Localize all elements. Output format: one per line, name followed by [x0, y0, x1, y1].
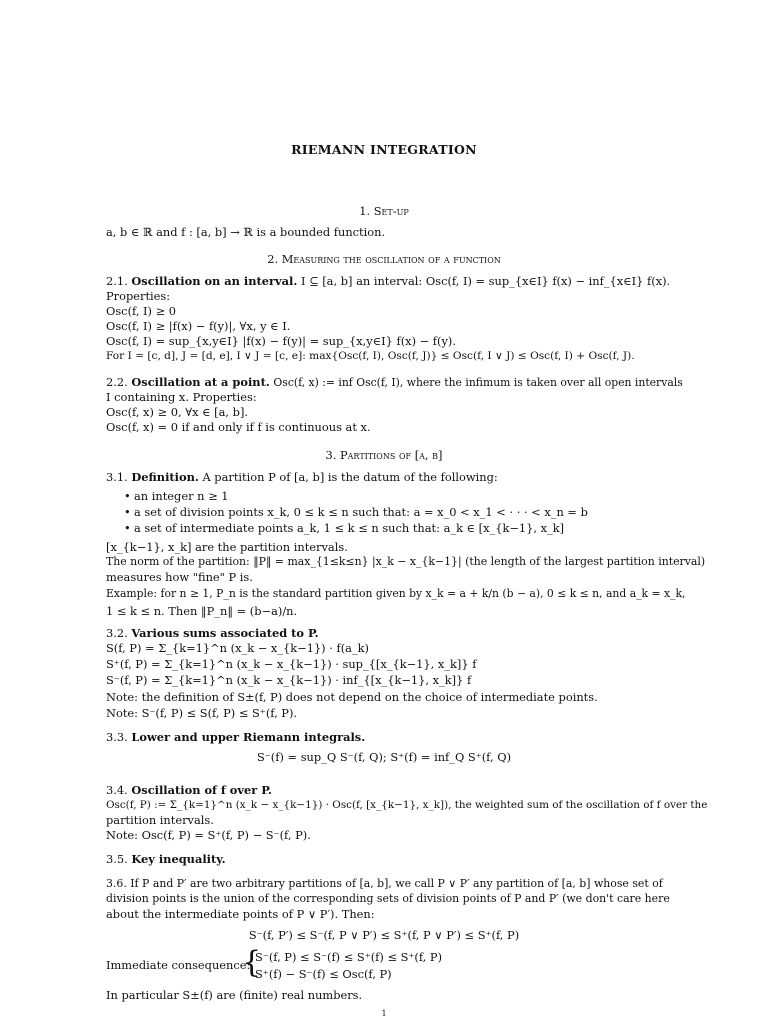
paragraph-number: 2.2.	[106, 375, 128, 389]
paragraph-text: I ⊆ [a, b] an interval: Osc(f, I) = sup_{x∈I} f(x) − inf_{x∈I} f(x).	[300, 274, 671, 288]
paragraph-number: 3.1.	[106, 470, 128, 484]
text-line: Example: for n ≥ 1, P_n is the standard partition given by x_k = a + k/n (b − a), 0 ≤ k ≤ n, and a_k = x_k,	[106, 587, 686, 600]
text-line: The norm of the partition: ‖P‖ = max_{1≤k≤n} |x_k − x_{k−1}| (the length of the largest partition interval)	[106, 555, 706, 568]
section-1-heading: 1. Set-up	[359, 204, 409, 218]
paragraph-3-3	[106, 730, 678, 744]
text-line: Note: S⁻(f, P) ≤ S(f, P) ≤ S⁺(f, P).	[106, 706, 298, 720]
paragraph-3-2	[106, 626, 678, 640]
paragraph-text: Osc(f, x) := inf Osc(f, I), where the infimum is taken over all open intervals	[273, 376, 683, 389]
paragraph-number: 3.2.	[106, 626, 128, 640]
text-line: For I = [c, d], J = [d, e], I ∨ J = [c, e]: max{Osc(f, I), Osc(f, J)} ≤ Osc(f, I ∨ J) ≤ Osc(f, I) + Osc(f, J).	[106, 350, 635, 362]
properties-label: Properties:	[106, 289, 171, 303]
paragraph-3-4	[106, 783, 678, 797]
text-line: about the intermediate points of P ∨ P′). Then:	[106, 907, 375, 921]
paragraph-3-1	[106, 470, 678, 484]
paragraph-2-1	[106, 274, 678, 288]
text-line: [x_{k−1}, x_k] are the partition intervals.	[106, 540, 348, 554]
setup-text: a, b ∈ ℝ and f : [a, b] → ℝ is a bounded function.	[106, 225, 386, 239]
text-line: measures how "fine" P is.	[106, 570, 253, 584]
paragraph-heading: Oscillation of f over P.	[131, 783, 272, 797]
paragraph-heading: Oscillation on an interval.	[131, 274, 298, 288]
list-item: • a set of division points x_k, 0 ≤ k ≤ n such that: a = x_0 < x_1 < · · · < x_n = b	[134, 505, 706, 519]
display-formula: S⁻(f, P′) ≤ S⁻(f, P ∨ P′) ≤ S⁺(f, P ∨ P′) ≤ S⁺(f, P)	[248, 928, 520, 942]
text-line: 3.6. If P and P′ are two arbitrary partitions of [a, b], we call P ∨ P′ any partition of [a, b] whose set of	[106, 877, 663, 890]
list-item: • a set of intermediate points a_k, 1 ≤ k ≤ n such that: a_k ∈ [x_{k−1}, x_k]	[134, 521, 706, 535]
formula-line: S⁻(f, P) ≤ S⁻(f) ≤ S⁺(f) ≤ S⁺(f, P)	[255, 950, 443, 964]
text-line: 1 ≤ k ≤ n. Then ‖P_n‖ = (b−a)/n.	[106, 604, 298, 618]
formula-line: S⁺(f) − S⁻(f) ≤ Osc(f, P)	[255, 967, 392, 981]
paragraph-heading: Oscillation at a point.	[131, 375, 270, 389]
consequence-label: Immediate consequence:	[106, 958, 251, 972]
display-formula: S⁻(f) = sup_Q S⁻(f, Q); S⁺(f) = inf_Q S⁺(f, Q)	[256, 750, 512, 764]
formula-line: S⁺(f, P) = Σ_{k=1}^n (x_k − x_{k−1}) · sup_{[x_{k−1}, x_k]} f	[106, 657, 477, 671]
text-line: division points is the union of the corresponding sets of division points of P and P′ (we don't care here	[106, 892, 670, 905]
paragraph-heading: Key inequality.	[131, 852, 226, 866]
text-line: Note: Osc(f, P) = S⁺(f, P) − S⁻(f, P).	[106, 828, 311, 842]
paragraph-number: 3.4.	[106, 783, 128, 797]
list-item: • an integer n ≥ 1	[134, 489, 706, 503]
text-line: Osc(f, x) = 0 if and only if f is continuous at x.	[106, 420, 371, 434]
text-line: I containing x. Properties:	[106, 390, 257, 404]
formula-line: S(f, P) = Σ_{k=1}^n (x_k − x_{k−1}) · f(a_k)	[106, 641, 369, 655]
page-number: 1	[381, 1009, 387, 1018]
paragraph-text: A partition P of [a, b] is the datum of the following:	[202, 470, 498, 484]
paragraph-heading: Definition.	[131, 470, 199, 484]
text-line: Osc(f, I) = sup_{x,y∈I} |f(x) − f(y)| = sup_{x,y∈I} f(x) − f(y).	[106, 334, 456, 348]
text-line: In particular S±(f) are (finite) real numbers.	[106, 988, 363, 1002]
text-line: partition intervals.	[106, 813, 214, 827]
paragraph-heading: Various sums associated to P.	[131, 626, 319, 640]
paper-title: RIEMANN INTEGRATION	[291, 142, 477, 157]
text-line: Osc(f, x) ≥ 0, ∀x ∈ [a, b].	[106, 405, 249, 419]
text-line: Osc(f, I) ≥ |f(x) − f(y)|, ∀x, y ∈ I.	[106, 319, 291, 333]
text-line: Osc(f, I) ≥ 0	[106, 304, 177, 318]
left-brace: {	[242, 945, 262, 980]
section-3-heading: 3. Partitions of [a, b]	[325, 448, 443, 462]
paragraph-number: 3.5.	[106, 852, 128, 866]
paragraph-number: 3.3.	[106, 730, 128, 744]
section-2-heading: 2. Measuring the oscillation of a function	[267, 252, 501, 266]
paragraph-number: 2.1.	[106, 274, 128, 288]
formula-line: S⁻(f, P) = Σ_{k=1}^n (x_k − x_{k−1}) · inf_{[x_{k−1}, x_k]} f	[106, 673, 472, 687]
paragraph-2-2	[106, 375, 683, 390]
paragraph-3-5	[106, 852, 678, 866]
paragraph-heading: Lower and upper Riemann integrals.	[131, 730, 366, 744]
text-line: Note: the definition of S±(f, P) does not depend on the choice of intermediate points.	[106, 690, 598, 704]
text-line: Osc(f, P) := Σ_{k=1}^n (x_k − x_{k−1}) · Osc(f, [x_{k−1}, x_k]), the weighted sum of the oscillation of f over the	[106, 799, 708, 811]
